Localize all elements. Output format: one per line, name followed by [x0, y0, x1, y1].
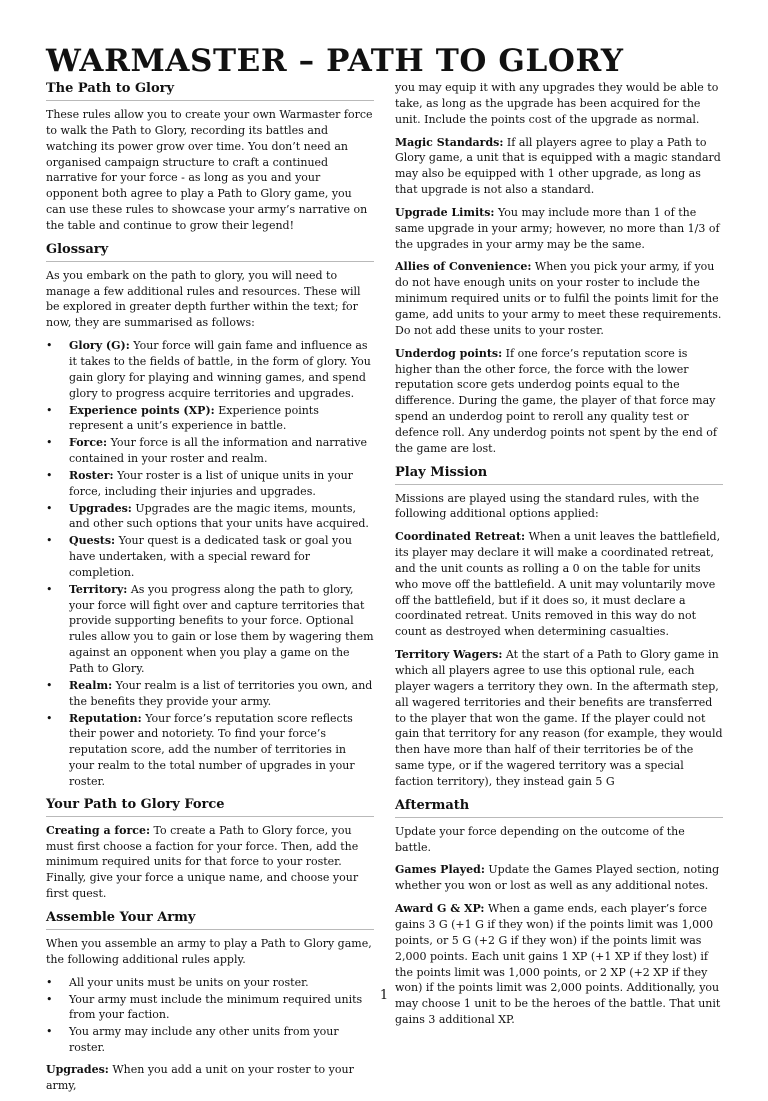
glossary-term: Roster: — [69, 468, 114, 482]
upgrades-text: When you add a unit on your roster to your army, — [46, 1062, 354, 1092]
glossary-term: Glory (G): — [69, 339, 130, 353]
list-item-text: Your army must include the minimum required units from your faction. — [69, 992, 363, 1022]
games-played-text: Update the Games Played section, noting whether you won or lost as well as any additional notes. — [395, 863, 720, 893]
magic-standards-paragraph — [395, 135, 723, 198]
section-heading-glossary: Glossary — [46, 241, 374, 262]
award-paragraph — [395, 901, 723, 1028]
glossary-definition: Upgrades are the magic items, mounts, and other such options that your units have acquired. — [69, 501, 369, 531]
creating-force-text: To create a Path to Glory force, you must first choose a faction for your force. Then, add the minimum required units for that force to your roster. Finally, give your force a unique name, and choose your first quest. — [46, 823, 359, 901]
allies-paragraph — [395, 259, 723, 338]
games-played-term: Games Played: — [395, 863, 485, 877]
list-item — [46, 533, 374, 581]
glossary-term: Quests: — [69, 534, 116, 548]
magic-standards-term: Magic Standards: — [395, 135, 504, 149]
glossary-term: Experience points (XP): — [69, 403, 215, 417]
section-heading-aftermath: Aftermath — [395, 797, 723, 818]
section-heading-play-mission: Play Mission — [395, 464, 723, 485]
retreat-paragraph — [395, 529, 723, 640]
glossary-definition: Your realm is a list of territories you own, and the benefits they provide your army. — [69, 678, 373, 708]
games-played-paragraph — [395, 862, 723, 894]
glossary-definition: Your roster is a list of unique units in your force, including their injuries and upgrades. — [69, 468, 353, 498]
bullet-icon: • — [46, 501, 53, 515]
allies-term: Allies of Convenience: — [395, 260, 532, 274]
glossary-intro: As you embark on the path to glory, you will need to manage a few additional rules and resources. These will be explored in greater depth further within the text; for now, they are summarised as follows: — [46, 268, 361, 330]
bullet-icon: • — [46, 468, 53, 482]
path-to-glory-paragraph: These rules allow you to create your own Warmaster force to walk the Path to Glory, recording its battles and watching its power grow over time. You don’t need an organised campaign structure to craft a continued narrative for your force - as long as you and your opponent both agree to play a Path to Glory game, you can use these rules to showcase your army’s narrative on the table and continue to grow their legend! — [46, 108, 373, 232]
upgrade-limits-paragraph — [395, 205, 723, 253]
mission-intro: Missions are played using the standard rules, with the following additional options applied: — [395, 491, 700, 521]
glossary-term: Upgrades: — [69, 501, 132, 515]
creating-force-term: Creating a force: — [46, 823, 151, 837]
glossary-definition: Your quest is a dedicated task or goal you have undertaken, with a special reward for completion. — [69, 534, 352, 579]
upgrades-continued: you may equip it with any upgrades they would be able to take, as long as the upgrade has been acquired for the unit. Include the points cost of the upgrade as normal. — [395, 81, 719, 126]
bullet-icon: • — [46, 339, 53, 353]
wagers-text: At the start of a Path to Glory game in which all players agree to use this optional rule, each player wagers a territory they own. In the aftermath step, all wagered territories and their benefits are transferred to the player that won the game. If the player could not gain that territory for any reason (for example, they would then have more than half of their territories be of the same type, or if the wagered territory was a special faction territory), they instead gain 5 G — [395, 648, 723, 788]
list-item — [46, 678, 374, 710]
list-item-text: All your units must be units on your roster. — [69, 975, 309, 989]
underdog-term: Underdog points: — [395, 346, 503, 360]
wagers-term: Territory Wagers: — [395, 648, 503, 662]
list-item — [46, 501, 374, 533]
bullet-icon: • — [46, 1025, 53, 1039]
award-term: Award G & XP: — [395, 902, 485, 916]
underdog-paragraph — [395, 346, 723, 457]
glossary-term: Force: — [69, 436, 108, 450]
bullet-icon: • — [46, 678, 53, 692]
glossary-term: Realm: — [69, 678, 113, 692]
aftermath-intro: Update your force depending on the outcome of the battle. — [395, 824, 685, 854]
list-item — [46, 1024, 374, 1056]
section-heading-assemble-army: Assemble Your Army — [46, 909, 374, 930]
wagers-paragraph — [395, 647, 723, 790]
right-column — [395, 80, 723, 1035]
list-item — [46, 711, 374, 790]
left-column — [46, 80, 374, 1101]
underdog-text: If one force’s reputation score is higher than the other force, the force with the lower reputation score gets underdog points equal to the difference. During the game, the player of that force may spend an underdog point to reroll any quality test or defence roll. Any underdog points not spent by the end of the game are lost. — [395, 346, 717, 455]
bullet-icon: • — [46, 403, 53, 417]
list-item — [46, 338, 374, 401]
upgrade-limits-term: Upgrade Limits: — [395, 205, 495, 219]
glossary-definition: Your force is all the information and narrative contained in your roster and realm. — [69, 436, 368, 466]
list-item — [46, 582, 374, 677]
creating-force-paragraph — [46, 823, 374, 902]
glossary-definition: Experience points represent a unit’s experience in battle. — [69, 403, 319, 433]
glossary-list — [46, 338, 374, 790]
document-title: WARMASTER – PATH TO GLORY — [46, 43, 624, 79]
assemble-intro: When you assemble an army to play a Path to Glory game, the following additional rules apply. — [46, 936, 372, 966]
bullet-icon: • — [46, 975, 53, 989]
list-item — [46, 435, 374, 467]
list-item — [46, 403, 374, 435]
glossary-definition: As you progress along the path to glory, your force will fight over and capture territories that provide supporting benefits to your force. Optional rules allow you to gain or lose them by wagering them against an opponent when you play a game on the Path to Glory. — [69, 582, 374, 675]
section-heading-path-to-glory: The Path to Glory — [46, 80, 374, 101]
glossary-definition: Your force will gain fame and influence as it takes to the fields of battle, in the form of glory. You gain glory for playing and winning games, and spend glory to progress acquire territories and upgrades. — [69, 339, 371, 400]
assemble-list — [46, 975, 374, 1056]
magic-standards-text: If all players agree to play a Path to Glory game, a unit that is equipped with a magic standard may also be equipped with 1 other upgrade, as long as that upgrade is not also a standard. — [395, 135, 721, 197]
retreat-text: When a unit leaves the battlefield, its player may declare it will make a coordinated retreat, and the unit counts as rolling a 0 on the table for units who move off the battlefield. A unit may voluntarily move off the battlefield, but if it does so, it must declare a coordinated retreat. Units removed in this way do not count as destroyed when determining casualties. — [395, 530, 721, 639]
glossary-definition: Your force’s reputation score reflects their power and notoriety. To find your force’s reputation score, add the number of territories in your realm to the total number of upgrades in your roster. — [69, 711, 355, 788]
bullet-icon: • — [46, 992, 53, 1006]
page-number: 1 — [379, 988, 389, 1003]
bullet-icon: • — [46, 436, 53, 450]
list-item-text: You army may include any other units from your roster. — [69, 1025, 339, 1055]
glossary-term: Territory: — [69, 582, 128, 596]
bullet-icon: • — [46, 582, 53, 596]
glossary-term: Reputation: — [69, 711, 142, 725]
allies-text: When you pick your army, if you do not have enough units on your roster to include the minimum required units or to fulfil the points limit for the game, add units to your army to meet these requirements. Do not add these units to your roster. — [395, 260, 722, 337]
upgrades-term: Upgrades: — [46, 1062, 109, 1076]
upgrade-limits-text: You may include more than 1 of the same upgrade in your army; however, no more than 1/3 of the upgrades in your army may be the same. — [395, 205, 720, 251]
award-text: When a game ends, each player’s force gains 3 G (+1 G if they won) if the points limit was 1,000 points, or 5 G (+2 G if they won) if the points limit was 2,000 points. Each unit gains 1 XP (+1 XP if they lost) if the points limit was 1,000 points, or 2 XP (+2 XP if they won) if the points limit was 2,000 points. Additionally, you may choose 1 unit to be the heroes of the battle. That unit gains 3 additional XP. — [395, 902, 721, 1027]
list-item — [46, 468, 374, 500]
upgrades-paragraph — [46, 1062, 374, 1094]
retreat-term: Coordinated Retreat: — [395, 530, 526, 544]
section-heading-your-force: Your Path to Glory Force — [46, 796, 374, 817]
bullet-icon: • — [46, 534, 53, 548]
bullet-icon: • — [46, 711, 53, 725]
